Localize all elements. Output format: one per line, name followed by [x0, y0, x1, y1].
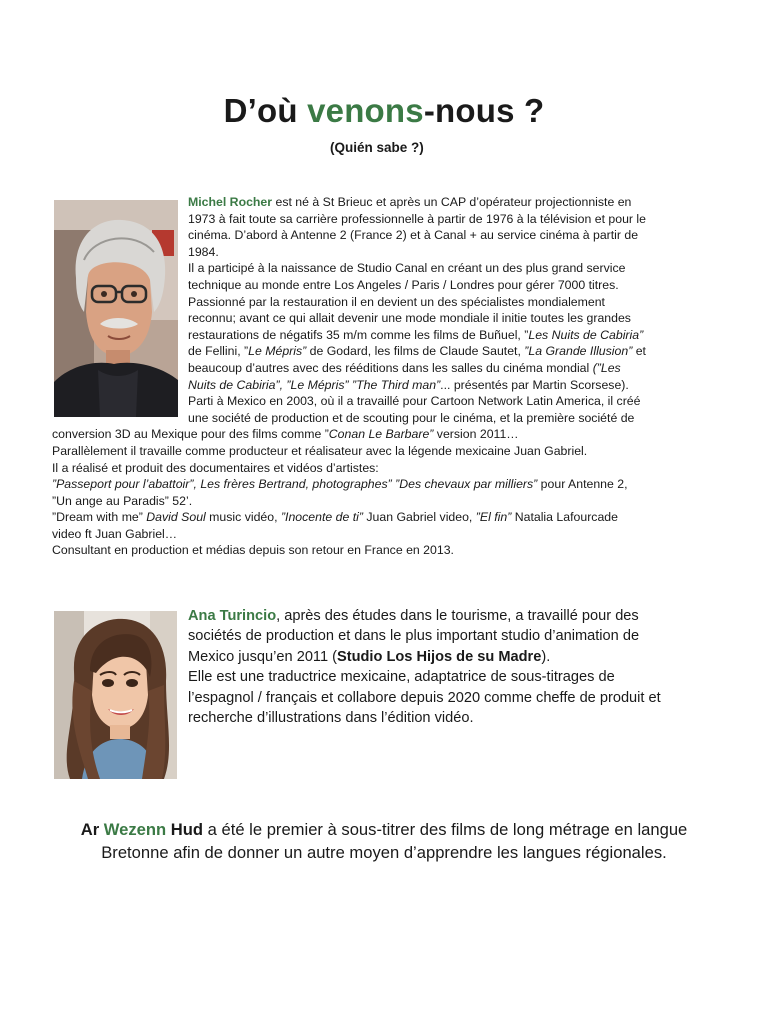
bio-line: [52, 360, 718, 377]
brand-word: Hud: [166, 820, 204, 839]
title-part: D’où: [223, 92, 308, 129]
footer-line: [0, 818, 768, 841]
bio-line: recherche d’illustrations dans l’édition vidéo.: [188, 710, 474, 727]
bio-line: Elle est une traductrice mexicaine, adaptatrice de sous-titrages de: [188, 669, 615, 686]
text: music vidéo,: [205, 510, 281, 525]
bio-line: l’espagnol / français et collabore depuis 2020 comme cheffe de produit et: [188, 689, 661, 706]
portrait-ana-turincio: [54, 611, 177, 779]
film-title: (”Les: [592, 360, 621, 375]
text: Juan Gabriel video,: [362, 510, 476, 525]
film-title: Nuits de Cabiria”, ”Le Mépris” ”The Third man”: [188, 377, 441, 392]
text: beaucoup d’autres avec des rééditions dans les salles du cinéma mondial: [188, 360, 593, 375]
text: Natalia Lafourcade: [511, 510, 618, 525]
text: a été le premier à sous-titrer des films de long métrage en langue: [203, 820, 688, 839]
page-title: [0, 92, 768, 130]
bio-line: [52, 426, 718, 443]
text: conversion 3D au Mexique pour des films comme ”: [52, 427, 329, 442]
bio-line: [188, 647, 728, 667]
bio-line: [52, 343, 718, 360]
film-title: Les Nuits de Cabiria”: [528, 327, 644, 342]
bio-line: Passionné par la restauration il en devient un des spécialistes mondialement: [188, 294, 605, 309]
film-title: ”El fin”: [475, 510, 512, 525]
bio-line: [52, 327, 718, 344]
bio-line: 1984.: [188, 244, 219, 259]
bio-line: Il a participé à la naissance de Studio Canal en créant un des plus grand service: [188, 261, 626, 276]
film-title: ”Passeport pour l’abattoir”, Les frères Bertrand, photographes” ”Des chevaux par milliers”: [52, 477, 538, 492]
page-subtitle: (Quién sabe ?): [330, 140, 424, 155]
text: , après des études dans le tourisme, a travaillé pour des: [276, 608, 639, 624]
bio-line: technique au monde entre Los Angeles / Paris / Londres pour gérer 7000 titres.: [188, 277, 619, 292]
bio-line: Il a réalisé et produit des documentaires et vidéos d’artistes:: [52, 460, 379, 475]
brand-word: Ar: [80, 820, 104, 839]
bio-line: Parallèlement il travaille comme producteur et réalisateur avec la légende mexicaine Juan Gabriel.: [52, 443, 588, 458]
film-title: Le Mépris”: [248, 344, 307, 359]
bio-line: [52, 476, 718, 493]
text: restaurations de négatifs 35 m/m comme les films de Buñuel, ”: [188, 327, 529, 342]
brand-word-highlight: Wezenn: [103, 820, 167, 839]
bio-line: [52, 509, 718, 526]
text: ... présentés par Martin Scorsese).: [440, 377, 629, 392]
film-title: ”La Grande Illusion”: [524, 344, 633, 359]
bio-line: 1973 à fait toute sa carrière professionnelle à partir de 1976 à la télévision et pour le: [188, 211, 646, 226]
text: ”Dream with me”: [52, 510, 147, 525]
text: de Fellini, ”: [188, 344, 249, 359]
text: et: [632, 344, 646, 359]
film-title: Conan Le Barbare”: [328, 427, 434, 442]
bio-line: [188, 606, 728, 626]
person-name: Michel Rocher: [188, 195, 273, 209]
title-part: -nous ?: [423, 92, 545, 129]
text: de Godard, les films de Claude Sautet,: [306, 344, 525, 359]
bio-line: Parti à Mexico en 2003, où il a travaillé pour Cartoon Network Latin America, il créé: [188, 394, 641, 409]
bio-line: cinéma. D’abord à Antenne 2 (France 2) et à Canal + au service cinéma à partir de: [188, 228, 639, 243]
bio-michel-rocher: [52, 194, 718, 559]
footer-statement: [0, 818, 768, 864]
bio-line: video ft Juan Gabriel…: [52, 526, 178, 541]
film-title: ”Inocente de ti”: [280, 510, 363, 525]
bio-line: une société de production et de scouting pour le cinéma, et la première société de: [188, 410, 635, 425]
title-highlight: venons: [307, 92, 424, 129]
text: ).: [541, 648, 551, 665]
text: Mexico jusqu’en 2011 (: [188, 648, 337, 665]
footer-line: Bretonne afin de donner un autre moyen d’apprendre les langues régionales.: [101, 843, 667, 862]
text: est né à St Brieuc et après un CAP d’opérateur projectionniste en: [272, 195, 632, 209]
person-name: Ana Turincio: [188, 608, 277, 624]
bio-line: sociétés de production et dans le plus important studio d’animation de: [188, 628, 640, 645]
bio-line: [52, 377, 718, 394]
studio-name: Studio Los Hijos de su Madre: [337, 648, 542, 665]
portrait-illustration: [54, 611, 177, 779]
bio-line: Consultant en production et médias depuis son retour en France en 2013.: [52, 543, 454, 558]
bio-line: ”Un ange au Paradis” 52’.: [52, 493, 193, 508]
text: pour Antenne 2,: [537, 477, 628, 492]
artist-name: David Soul: [146, 510, 206, 525]
bio-line: reconnu; avant ce qui allait devenir une mode mondiale il initie toutes les grandes: [188, 311, 631, 326]
bio-line: [52, 194, 718, 211]
bio-ana-turincio: [188, 606, 728, 728]
text: version 2011…: [433, 427, 519, 442]
